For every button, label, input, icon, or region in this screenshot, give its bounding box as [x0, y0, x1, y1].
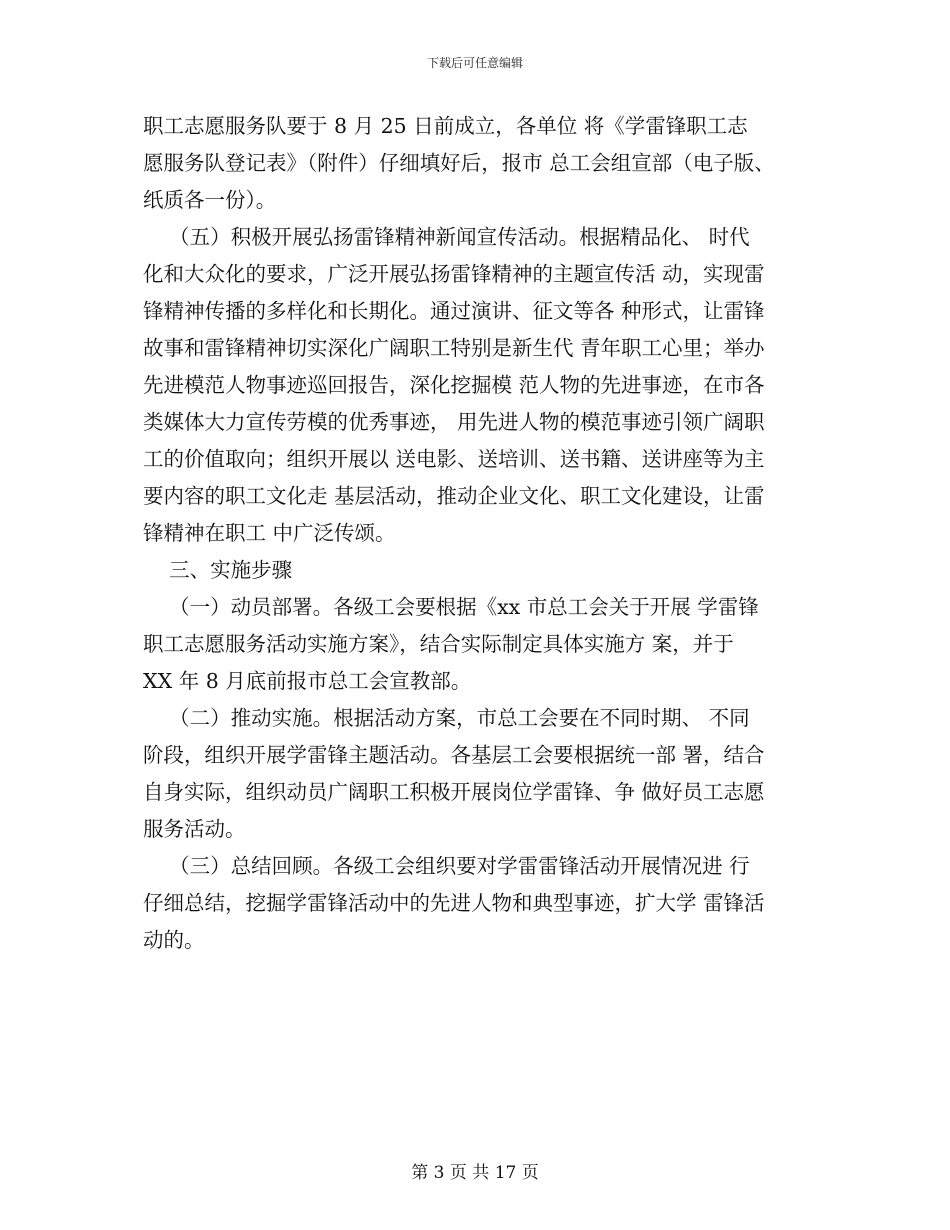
text-line: 锋精神在职工 中广泛传颂。: [143, 521, 396, 545]
text-line: 服务活动。: [143, 817, 246, 841]
text-line: （二）推动实施。根据活动方案，市总工会要在不同时期、 不同: [143, 706, 750, 730]
text-line: 先进模范人物事迹巡回报告，深化挖掘模 范人物的先进事迹，在市各: [143, 373, 765, 397]
text-line: （一）动员部署。各级工会要根据《xx 市总工会关于开展 学雷锋: [143, 595, 759, 619]
text-line: XX 年 8 月底前报市总工会宣教部。: [143, 669, 472, 693]
text-line: 愿服务队登记表》（附件）仔细填好后，报市 总工会组宣部（电子版、: [143, 151, 775, 175]
text-line: （三）总结回顾。各级工会组织要对学雷雷锋活动开展情况进 行: [143, 854, 750, 878]
text-line: 故事和雷锋精神切实深化广阔职工特别是新生代 青年职工心里；举办: [143, 336, 765, 360]
text-line: 阶段，组织开展学雷锋主题活动。各基层工会要根据统一部 署，结合: [143, 743, 765, 767]
page-number-footer: 第 3 页 共 17 页: [411, 1163, 539, 1183]
text-line: 职工志愿服务队要于 8 月 25 日前成立，各单位 将《学雷锋职工志: [143, 114, 748, 138]
text-line: 要内容的职工文化走 基层活动，推动企业文化、职工文化建设，让雷: [143, 484, 765, 508]
text-line: 仔细总结，挖掘学雷锋活动中的先进人物和典型事迹，扩大学 雷锋活: [143, 891, 765, 915]
text-line: 工的价值取向；组织开展以 送电影、送培训、送书籍、送讲座等为主: [143, 447, 765, 471]
page-header: 下载后可任意编辑: [426, 56, 523, 70]
text-line: 纸质各一份）。: [143, 188, 277, 212]
text-line: 化和大众化的要求，广泛开展弘扬雷锋精神的主题宣传活 动，实现雷: [143, 262, 765, 286]
text-line: 动的。: [143, 928, 205, 952]
text-line: 自身实际，组织动员广阔职工积极开展岗位学雷锋、争 做好员工志愿: [143, 780, 765, 804]
text-line: 类媒体大力宣传劳模的优秀事迹， 用先进人物的模范事迹引领广阔职: [143, 410, 765, 434]
text-line: 职工志愿服务活动实施方案》，结合实际制定具体实施方 案，并于: [143, 632, 734, 656]
text-line: 锋精神传播的多样化和长期化。通过演讲、征文等各 种形式，让雷锋: [143, 299, 765, 323]
text-line: （五）积极开展弘扬雷锋精神新闻宣传活动。根据精品化、 时代: [143, 225, 750, 249]
section-heading: 三、实施步骤: [143, 558, 293, 582]
document-body: [143, 108, 823, 959]
